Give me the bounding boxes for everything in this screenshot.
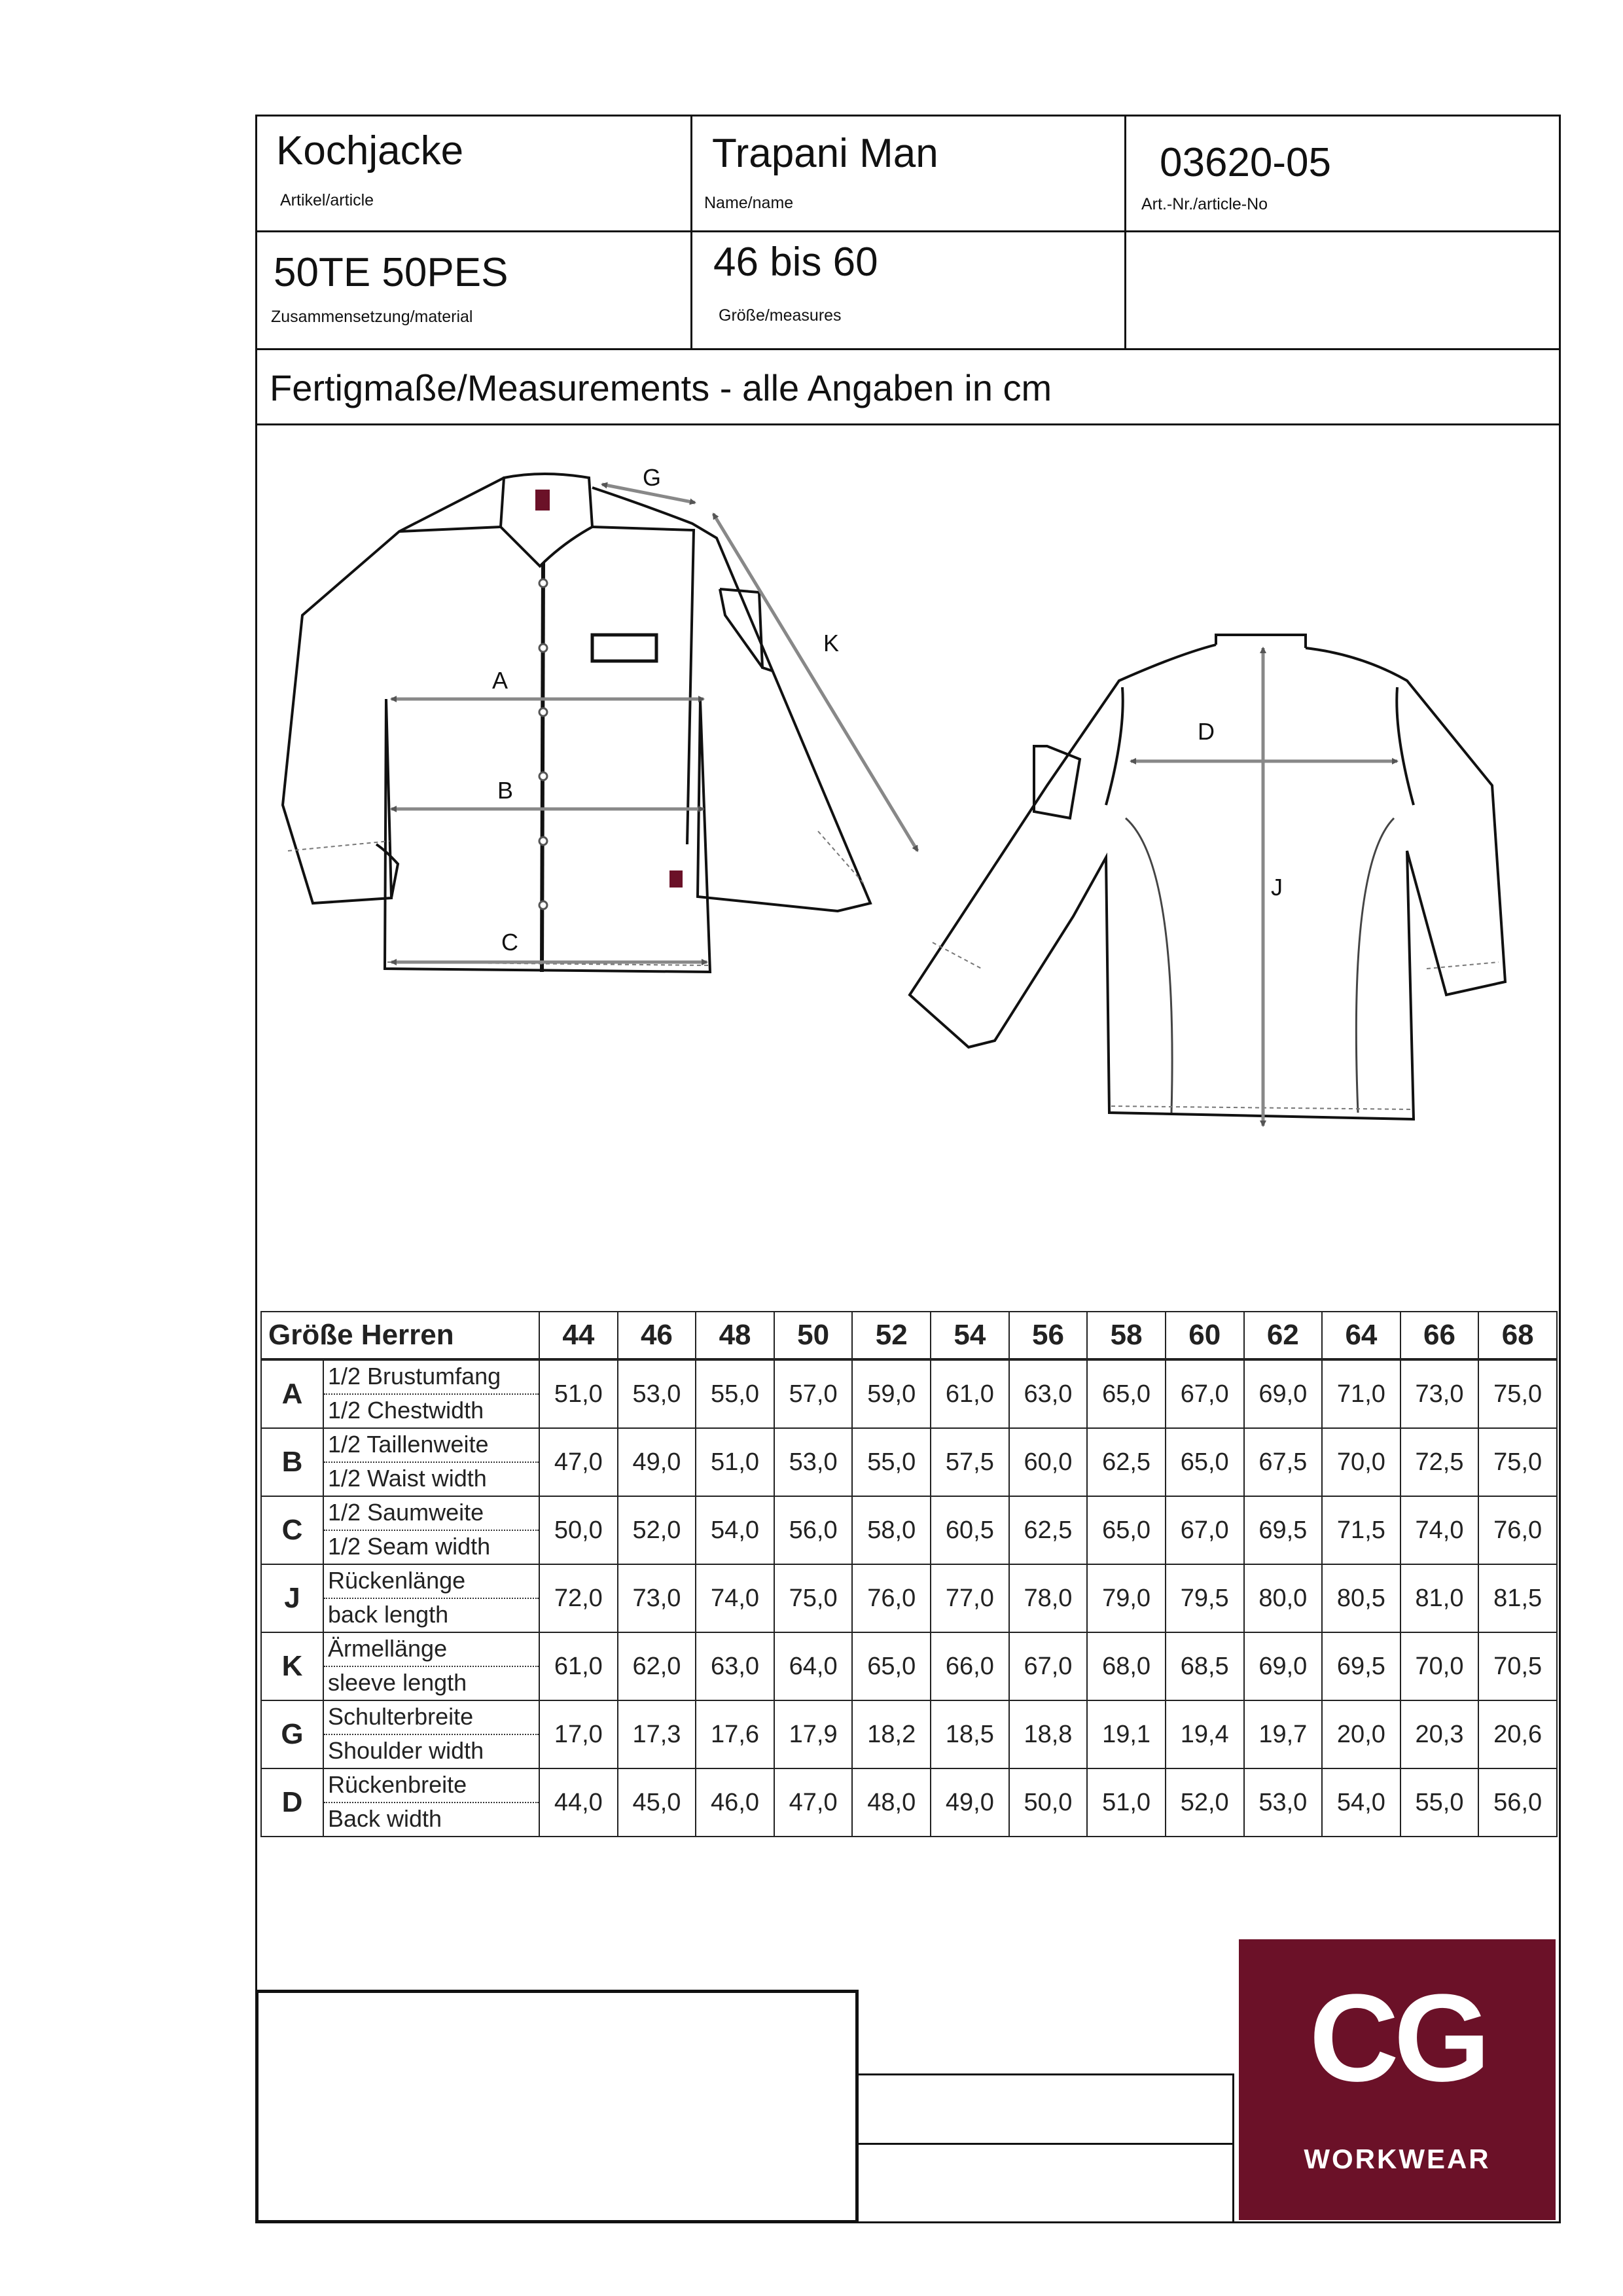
row-description <box>323 1768 539 1837</box>
row-description-de: Rückenbreite <box>324 1769 539 1803</box>
front-measurement-arrows <box>391 484 918 962</box>
article-value: Kochjacke <box>276 128 464 173</box>
article-number-value: 03620-05 <box>1160 140 1332 185</box>
table-cell: 74,0 <box>696 1564 774 1632</box>
garment-drawing <box>0 432 1623 1296</box>
table-cell: 79,0 <box>1087 1564 1166 1632</box>
row-description-en: 1/2 Waist width <box>328 1465 487 1492</box>
table-cell: 60,0 <box>1009 1428 1088 1496</box>
table-row <box>261 1428 1557 1496</box>
header-row-divider-1 <box>255 230 1561 232</box>
bottom-middle-box <box>857 2073 1234 2223</box>
cg-workwear-logo <box>1239 1939 1556 2220</box>
table-cell: 53,0 <box>774 1428 853 1496</box>
table-cell: 65,0 <box>1087 1496 1166 1564</box>
table-row <box>261 1768 1557 1837</box>
label-j: J <box>1271 874 1283 901</box>
table-cell: 17,6 <box>696 1700 774 1768</box>
table-cell: 54,0 <box>1322 1768 1400 1837</box>
table-cell: 70,0 <box>1322 1428 1400 1496</box>
row-description-en: sleeve length <box>328 1669 467 1696</box>
article-number-label: Art.-Nr./article-No <box>1141 195 1268 213</box>
table-cell: 51,0 <box>1087 1768 1166 1837</box>
table-cell: 76,0 <box>1478 1496 1557 1564</box>
table-cell: 74,0 <box>1400 1496 1479 1564</box>
row-letter: J <box>261 1564 323 1632</box>
row-description-en: 1/2 Seam width <box>328 1533 491 1560</box>
table-cell: 18,8 <box>1009 1700 1088 1768</box>
bottom-left-box <box>255 1990 859 2223</box>
table-cell: 62,5 <box>1009 1496 1088 1564</box>
section-title: Fertigmaße/Measurements - alle Angaben in cm <box>270 367 1052 408</box>
table-row <box>261 1632 1557 1700</box>
table-cell: 58,0 <box>852 1496 931 1564</box>
size-header-60: 60 <box>1166 1312 1244 1359</box>
size-header-66: 66 <box>1400 1312 1479 1359</box>
table-cell: 70,0 <box>1400 1632 1479 1700</box>
label-d: D <box>1198 718 1215 745</box>
bottom-middle-divider <box>857 2143 1234 2145</box>
table-cell: 73,0 <box>618 1564 696 1632</box>
table-cell: 65,0 <box>1166 1428 1244 1496</box>
front-collar-badge <box>535 490 550 511</box>
name-value: Trapani Man <box>712 131 938 176</box>
row-letter: A <box>261 1359 323 1428</box>
table-cell: 66,0 <box>931 1632 1009 1700</box>
article-label: Artikel/article <box>280 191 374 209</box>
table-cell: 19,1 <box>1087 1700 1166 1768</box>
table-cell: 76,0 <box>852 1564 931 1632</box>
table-cell: 62,5 <box>1087 1428 1166 1496</box>
table-cell: 57,0 <box>774 1359 853 1428</box>
table-cell: 81,5 <box>1478 1564 1557 1632</box>
size-table <box>260 1311 1558 1837</box>
table-cell: 18,2 <box>852 1700 931 1768</box>
table-cell: 20,6 <box>1478 1700 1557 1768</box>
row-description <box>323 1496 539 1564</box>
table-cell: 69,0 <box>1244 1632 1323 1700</box>
front-jacket-outline <box>283 474 870 972</box>
table-cell: 53,0 <box>618 1359 696 1428</box>
table-cell: 52,0 <box>1166 1768 1244 1837</box>
table-cell: 47,0 <box>774 1768 853 1837</box>
size-header-62: 62 <box>1244 1312 1323 1359</box>
table-cell: 17,0 <box>539 1700 618 1768</box>
sizes-value: 46 bis 60 <box>713 240 878 285</box>
table-cell: 72,0 <box>539 1564 618 1632</box>
table-cell: 19,7 <box>1244 1700 1323 1768</box>
table-cell: 67,5 <box>1244 1428 1323 1496</box>
table-cell: 81,0 <box>1400 1564 1479 1632</box>
table-cell: 47,0 <box>539 1428 618 1496</box>
row-description-en: 1/2 Chestwidth <box>328 1397 484 1424</box>
label-g: G <box>643 464 662 491</box>
table-cell: 69,5 <box>1322 1632 1400 1700</box>
table-cell: 62,0 <box>618 1632 696 1700</box>
right-border-segment <box>1559 1306 1561 1312</box>
row-description-en: Back width <box>328 1805 442 1832</box>
table-cell: 17,3 <box>618 1700 696 1768</box>
table-cell: 80,0 <box>1244 1564 1323 1632</box>
table-cell: 77,0 <box>931 1564 1009 1632</box>
table-cell: 51,0 <box>696 1428 774 1496</box>
table-cell: 53,0 <box>1244 1768 1323 1837</box>
row-letter: D <box>261 1768 323 1837</box>
table-cell: 44,0 <box>539 1768 618 1837</box>
size-header-46: 46 <box>618 1312 696 1359</box>
table-cell: 67,0 <box>1166 1359 1244 1428</box>
table-cell: 54,0 <box>696 1496 774 1564</box>
header-row-divider-2 <box>255 348 1561 350</box>
table-cell: 75,0 <box>1478 1428 1557 1496</box>
table-cell: 20,0 <box>1322 1700 1400 1768</box>
table-cell: 67,0 <box>1009 1632 1088 1700</box>
table-cell: 50,0 <box>1009 1768 1088 1837</box>
size-header-44: 44 <box>539 1312 618 1359</box>
table-cell: 49,0 <box>931 1768 1009 1837</box>
size-header-56: 56 <box>1009 1312 1088 1359</box>
table-cell: 73,0 <box>1400 1359 1479 1428</box>
logo-mark: CG <box>1309 1969 1486 2108</box>
table-cell: 71,5 <box>1322 1496 1400 1564</box>
size-header-68: 68 <box>1478 1312 1557 1359</box>
section-title-divider <box>255 423 1561 425</box>
table-cell: 55,0 <box>852 1428 931 1496</box>
size-header-48: 48 <box>696 1312 774 1359</box>
table-cell: 71,0 <box>1322 1359 1400 1428</box>
row-description <box>323 1632 539 1700</box>
table-cell: 70,5 <box>1478 1632 1557 1700</box>
table-body <box>261 1359 1557 1837</box>
material-label: Zusammensetzung/material <box>271 308 473 326</box>
table-cell: 50,0 <box>539 1496 618 1564</box>
row-description-de: Schulterbreite <box>324 1701 539 1735</box>
front-chest-pocket <box>592 635 656 661</box>
table-cell: 19,4 <box>1166 1700 1244 1768</box>
label-a: A <box>492 667 508 694</box>
table-cell: 63,0 <box>696 1632 774 1700</box>
table-cell: 67,0 <box>1166 1496 1244 1564</box>
table-cell: 46,0 <box>696 1768 774 1837</box>
table-cell: 51,0 <box>539 1359 618 1428</box>
size-header-64: 64 <box>1322 1312 1400 1359</box>
table-cell: 69,5 <box>1244 1496 1323 1564</box>
header-col-divider-1 <box>690 115 692 350</box>
table-cell: 49,0 <box>618 1428 696 1496</box>
row-description-en: Shoulder width <box>328 1737 484 1764</box>
table-cell: 68,0 <box>1087 1632 1166 1700</box>
table-cell: 79,5 <box>1166 1564 1244 1632</box>
row-description <box>323 1564 539 1632</box>
table-cell: 64,0 <box>774 1632 853 1700</box>
row-description <box>323 1700 539 1768</box>
table-cell: 65,0 <box>852 1632 931 1700</box>
row-letter: K <box>261 1632 323 1700</box>
logo-wordmark: WORKWEAR <box>1304 2144 1491 2174</box>
row-description-de: 1/2 Saumweite <box>324 1497 539 1531</box>
label-k: K <box>823 630 840 656</box>
row-description-de: Rückenlänge <box>324 1565 539 1599</box>
table-row <box>261 1564 1557 1632</box>
table-cell: 61,0 <box>931 1359 1009 1428</box>
size-header-54: 54 <box>931 1312 1009 1359</box>
table-cell: 61,0 <box>539 1632 618 1700</box>
table-cell: 59,0 <box>852 1359 931 1428</box>
label-c: C <box>501 929 518 956</box>
row-description-de: 1/2 Brustumfang <box>324 1361 539 1395</box>
table-cell: 60,5 <box>931 1496 1009 1564</box>
table-cell: 17,9 <box>774 1700 853 1768</box>
table-cell: 72,5 <box>1400 1428 1479 1496</box>
material-value: 50TE 50PES <box>274 250 508 295</box>
table-header-label: Größe Herren <box>261 1312 539 1359</box>
label-b: B <box>497 777 514 804</box>
size-header-58: 58 <box>1087 1312 1166 1359</box>
row-description-de: 1/2 Taillenweite <box>324 1429 539 1463</box>
table-cell: 55,0 <box>696 1359 774 1428</box>
table-cell: 75,0 <box>1478 1359 1557 1428</box>
table-cell: 78,0 <box>1009 1564 1088 1632</box>
front-hem-badge <box>669 870 683 888</box>
table-cell: 20,3 <box>1400 1700 1479 1768</box>
table-cell: 75,0 <box>774 1564 853 1632</box>
table-cell: 69,0 <box>1244 1359 1323 1428</box>
table-cell: 65,0 <box>1087 1359 1166 1428</box>
table-cell: 68,5 <box>1166 1632 1244 1700</box>
table-cell: 56,0 <box>1478 1768 1557 1837</box>
row-letter: C <box>261 1496 323 1564</box>
row-description <box>323 1428 539 1496</box>
table-row <box>261 1496 1557 1564</box>
header-col-divider-2 <box>1124 115 1126 350</box>
table-cell: 63,0 <box>1009 1359 1088 1428</box>
back-jacket-outline <box>910 635 1505 1119</box>
table-cell: 57,5 <box>931 1428 1009 1496</box>
table-row <box>261 1359 1557 1428</box>
table-cell: 52,0 <box>618 1496 696 1564</box>
size-header-52: 52 <box>852 1312 931 1359</box>
table-header-row <box>261 1312 1557 1359</box>
sizes-label: Größe/measures <box>719 306 842 325</box>
table-cell: 18,5 <box>931 1700 1009 1768</box>
table-cell: 80,5 <box>1322 1564 1400 1632</box>
row-letter: B <box>261 1428 323 1496</box>
table-cell: 55,0 <box>1400 1768 1479 1837</box>
table-cell: 45,0 <box>618 1768 696 1837</box>
table-row <box>261 1700 1557 1768</box>
size-header-50: 50 <box>774 1312 853 1359</box>
row-description <box>323 1359 539 1428</box>
name-label: Name/name <box>704 194 794 212</box>
table-cell: 48,0 <box>852 1768 931 1837</box>
table-cell: 56,0 <box>774 1496 853 1564</box>
row-description-de: Ärmellänge <box>324 1633 539 1667</box>
row-description-en: back length <box>328 1601 449 1628</box>
row-letter: G <box>261 1700 323 1768</box>
